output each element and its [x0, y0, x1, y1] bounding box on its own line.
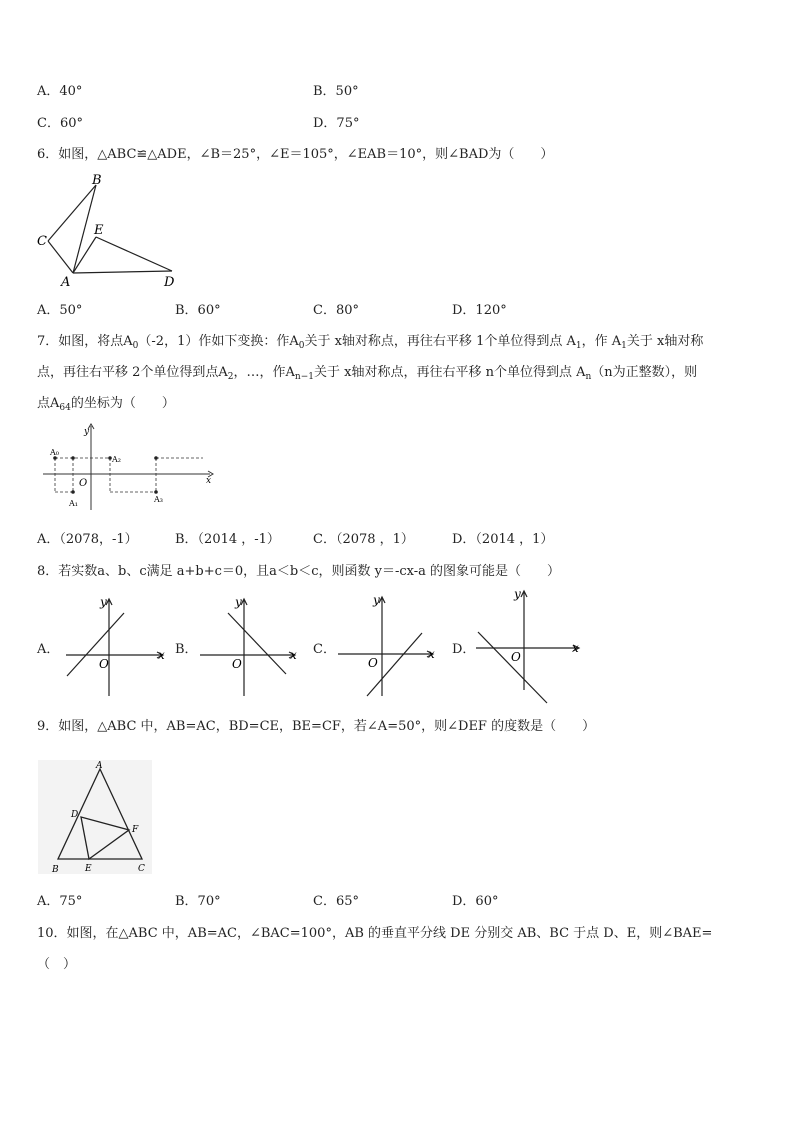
- q7-label-a1: A₁: [69, 499, 78, 508]
- q6-label-d: D: [164, 275, 175, 290]
- svg-text:x: x: [428, 647, 435, 661]
- q6-label-c: C: [37, 234, 47, 249]
- q7-label-a2: A₂: [112, 455, 121, 464]
- q8-graph-c: [336, 592, 446, 702]
- q6-seg-ad: [73, 271, 172, 273]
- q8-graph-d: [474, 586, 584, 701]
- q9-figure: [38, 760, 156, 878]
- q5-option-b: B．50°: [313, 84, 359, 99]
- q6-seg-ca: [48, 241, 73, 273]
- svg-text:C: C: [138, 864, 145, 874]
- svg-text:y: y: [235, 595, 242, 609]
- q7-figure: [38, 424, 218, 514]
- q7-label-x: x: [206, 476, 212, 486]
- svg-text:x: x: [572, 641, 579, 655]
- q8-graph-c-label: C．: [313, 642, 336, 657]
- svg-text:y: y: [514, 587, 521, 601]
- svg-text:y: y: [100, 595, 107, 609]
- q7-label-o: O: [79, 478, 88, 489]
- q10-stem-line2: （ ）: [37, 957, 77, 972]
- q7-option-c: C．（2078 ，1）: [313, 532, 414, 547]
- svg-text:A: A: [96, 761, 103, 771]
- svg-text:D: D: [71, 810, 79, 820]
- q7-label-a0: A₀: [50, 448, 59, 457]
- svg-text:F: F: [132, 825, 139, 835]
- q8-graph-a: [62, 594, 172, 699]
- q10-stem-line1: 10．如图，在△ABC 中，AB=AC，∠BAC=100°，AB 的垂直平分线 DE 分别交 AB、BC 于点 D、E，则∠BAE=: [37, 926, 713, 941]
- q7-stem-line3: 点$A_{64}$的坐标为（ ）: [37, 396, 175, 413]
- q6-label-e: E: [94, 223, 104, 238]
- q6-option-d: D．120°: [452, 303, 507, 318]
- q8-graph-d-label: D．: [452, 642, 476, 657]
- q5-option-c: C．60°: [37, 116, 83, 131]
- q6-seg-ae: [73, 237, 96, 273]
- q9-stem: 9．如图，△ABC 中，AB=AC，BD=CE，BE=CF，若∠A=50°，则∠DEF 的度数是（ ）: [37, 719, 596, 734]
- q8-graph-a-label: A．: [37, 642, 60, 657]
- q7-label-a3: A₃: [154, 495, 163, 504]
- q9-figure-background: [38, 760, 152, 874]
- q7-point-a3: [154, 490, 158, 494]
- q6-label-b: B: [92, 173, 102, 188]
- q6-figure: [30, 170, 190, 290]
- q7-label-y: y: [84, 427, 90, 437]
- q7-option-d: D．（2014 ，1）: [452, 532, 554, 547]
- q6-label-a: A: [61, 275, 71, 290]
- svg-text:O: O: [368, 656, 378, 670]
- q9-option-a: A．75°: [37, 894, 83, 909]
- q6-option-b: B．60°: [175, 303, 221, 318]
- q9-option-d: D．60°: [452, 894, 499, 909]
- q8-graph-b-label: B．: [175, 642, 198, 657]
- q8-graph-b: [198, 594, 308, 699]
- q6-stem: 6．如图，△ABC≌△ADE，∠B＝25°，∠E＝105°，∠EAB＝10°，则∠BAD为（ ）: [37, 147, 554, 162]
- svg-text:E: E: [85, 864, 92, 874]
- q8-stem: 8．若实数a、b、c满足 a+b+c＝0，且a＜b＜c，则函数 y＝-cx-a 的图象可能是（ ）: [37, 564, 561, 579]
- q7-stem-line1: 7．如图，将点$A_0(-2$，1）作如下变换：作$A_0$关于 x轴对称点，再往右平移 1个单位得到点 $A_1$，作 $A_1$关于 x轴对称: [37, 334, 704, 351]
- q6-option-c: C．80°: [313, 303, 359, 318]
- svg-text:y: y: [373, 593, 380, 607]
- svg-text:x: x: [290, 648, 297, 662]
- q9-option-c: C．65°: [313, 894, 359, 909]
- q5-option-d: D．75°: [313, 116, 360, 131]
- q7-point-a1: [71, 490, 75, 494]
- q7-option-a: A．（2078，-1）: [37, 532, 138, 547]
- q7-option-b: B．（2014 ，-1）: [175, 532, 280, 547]
- q7-stem-line2: 点，再往右平移 2个单位得到点$A_2$，…，作$A_{n-1}$关于 x轴对称点，再往右平移 n个单位得到点 $A_n(n$为正整数），则: [37, 365, 698, 382]
- svg-text:B: B: [52, 865, 59, 875]
- q6-option-a: A．50°: [37, 303, 83, 318]
- q5-option-a: A．40°: [37, 84, 83, 99]
- svg-text:O: O: [232, 657, 242, 671]
- svg-text:O: O: [99, 657, 109, 671]
- svg-text:x: x: [158, 648, 165, 662]
- svg-text:O: O: [511, 650, 521, 664]
- q9-option-b: B．70°: [175, 894, 221, 909]
- q6-seg-ed: [96, 237, 172, 271]
